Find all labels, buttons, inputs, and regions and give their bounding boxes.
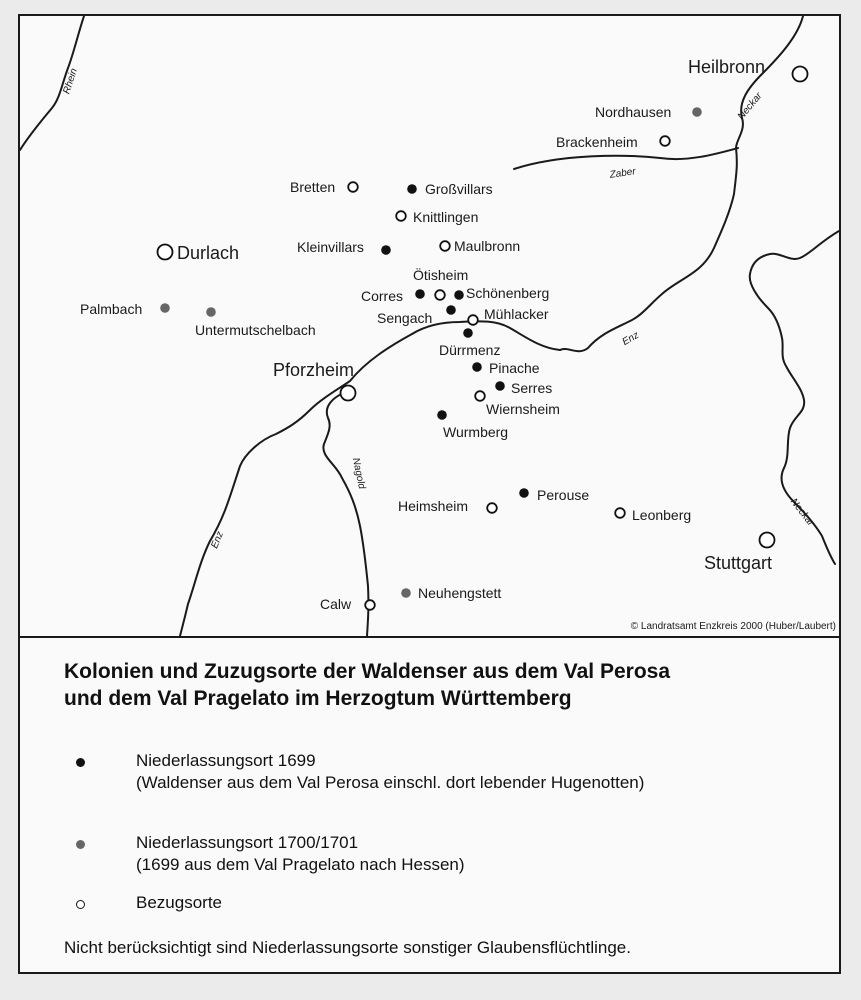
- place-marker-palmbach: [160, 303, 170, 313]
- place-marker-knittlingen: [396, 211, 406, 221]
- legend-label: Niederlassungsort 1699: [136, 751, 316, 770]
- place-marker-wurmberg: [437, 410, 447, 420]
- place-marker-maulbronn: [440, 241, 450, 251]
- legend-title: [64, 658, 834, 712]
- place-label-muehlacker: Mühlacker: [484, 306, 549, 322]
- place-marker-stuttgart: [760, 533, 775, 548]
- place-marker-neuhengstett: [401, 588, 411, 598]
- place-marker-pinache: [472, 362, 482, 372]
- place-marker-durlach: [158, 245, 173, 260]
- place-label-maulbronn: Maulbronn: [454, 238, 521, 254]
- place-marker-serres: [495, 381, 505, 391]
- river-zaber: [514, 148, 738, 169]
- place-marker-corres: [415, 289, 425, 299]
- river-neckar-upper: [560, 16, 803, 351]
- place-label-perouse: Perouse: [537, 487, 590, 503]
- place-label-palmbach: Palmbach: [80, 301, 143, 317]
- place-marker-duerrmenz: [463, 328, 473, 338]
- place-label-untermutschelbach: Untermutschelbach: [195, 322, 316, 338]
- title-line-1: Kolonien und Zuzugsorte der Waldenser aus dem Val Perosa: [64, 660, 671, 683]
- place-label-pforzheim: Pforzheim: [273, 360, 355, 380]
- legend-sublabel: (Waldenser aus dem Val Perosa einschl. dort lebender Hugenotten): [136, 773, 645, 792]
- place-label-knittlingen: Knittlingen: [413, 209, 479, 225]
- place-label-leonberg: Leonberg: [632, 507, 692, 523]
- place-label-oetisheim: Ötisheim: [413, 267, 469, 283]
- place-marker-schoenenberg: [454, 290, 464, 300]
- legend-sublabel: (1699 aus dem Val Pragelato nach Hessen): [136, 855, 465, 874]
- place-marker-brackenheim: [660, 136, 670, 146]
- place-label-heilbronn: Heilbronn: [688, 57, 766, 77]
- place-label-pinache: Pinache: [489, 360, 540, 376]
- map-frame: [18, 14, 841, 974]
- place-label-neuhengstett: Neuhengstett: [418, 585, 502, 601]
- divider: [20, 636, 839, 638]
- place-label-bretten: Bretten: [290, 179, 336, 195]
- place-label-wurmberg: Wurmberg: [443, 424, 509, 440]
- place-marker-bretten: [348, 182, 358, 192]
- place-marker-kleinvillars: [381, 245, 391, 255]
- place-marker-sengach: [446, 305, 456, 315]
- place-marker-pforzheim: [341, 386, 356, 401]
- place-label-stuttgart: Stuttgart: [704, 553, 773, 573]
- map-canvas: [20, 16, 839, 636]
- river-neckar-lower: [750, 231, 839, 564]
- place-label-corres: Corres: [361, 288, 404, 304]
- place-label-heimsheim: Heimsheim: [398, 498, 469, 514]
- place-label-wiernsheim: Wiernsheim: [486, 401, 560, 417]
- place-marker-heilbronn: [793, 67, 808, 82]
- black-dot-icon: [76, 758, 85, 767]
- place-label-schoenenberg: Schönenberg: [466, 285, 550, 301]
- place-marker-wiernsheim: [475, 391, 485, 401]
- river-label-rhein: Rhein: [61, 67, 80, 96]
- place-label-nordhausen: Nordhausen: [595, 104, 672, 120]
- river-label-neckar: Neckar: [787, 496, 817, 529]
- river-label-zaber: Zaber: [608, 166, 637, 181]
- legend-note: Nicht berücksichtigt sind Niederlassungsorte sonstiger Glaubensflüchtlinge.: [64, 938, 631, 957]
- river-label-nagold: Nagold: [349, 456, 368, 491]
- place-label-durlach: Durlach: [177, 243, 240, 263]
- place-marker-oetisheim: [435, 290, 445, 300]
- river-label-enz: Enz: [620, 329, 641, 348]
- place-marker-nordhausen: [692, 107, 702, 117]
- place-label-calw: Calw: [320, 596, 352, 612]
- river-label-enz: Enz: [209, 530, 227, 551]
- river-label-neckar: Neckar: [735, 90, 765, 123]
- place-marker-calw: [365, 600, 375, 610]
- place-label-duerrmenz: Dürrmenz: [439, 342, 501, 358]
- legend-label: Niederlassungsort 1700/1701: [136, 833, 359, 852]
- place-label-kleinvillars: Kleinvillars: [297, 239, 364, 255]
- legend-label: Bezugsorte: [136, 893, 222, 912]
- place-label-grossvillars: Großvillars: [425, 181, 493, 197]
- copyright: © Landratsamt Enzkreis 2000 (Huber/Laubert): [630, 621, 836, 632]
- place-marker-leonberg: [615, 508, 625, 518]
- title-line-2: und dem Val Pragelato im Herzogtum Württemberg: [64, 687, 572, 710]
- place-label-brackenheim: Brackenheim: [556, 134, 638, 150]
- gray-dot-icon: [76, 840, 85, 849]
- place-label-serres: Serres: [511, 380, 553, 396]
- place-marker-heimsheim: [487, 503, 497, 513]
- place-marker-grossvillars: [407, 184, 417, 194]
- place-marker-untermutschelbach: [206, 307, 216, 317]
- open-circle-icon: [76, 900, 85, 909]
- place-marker-perouse: [519, 488, 529, 498]
- place-label-sengach: Sengach: [377, 310, 433, 326]
- place-marker-muehlacker: [468, 315, 478, 325]
